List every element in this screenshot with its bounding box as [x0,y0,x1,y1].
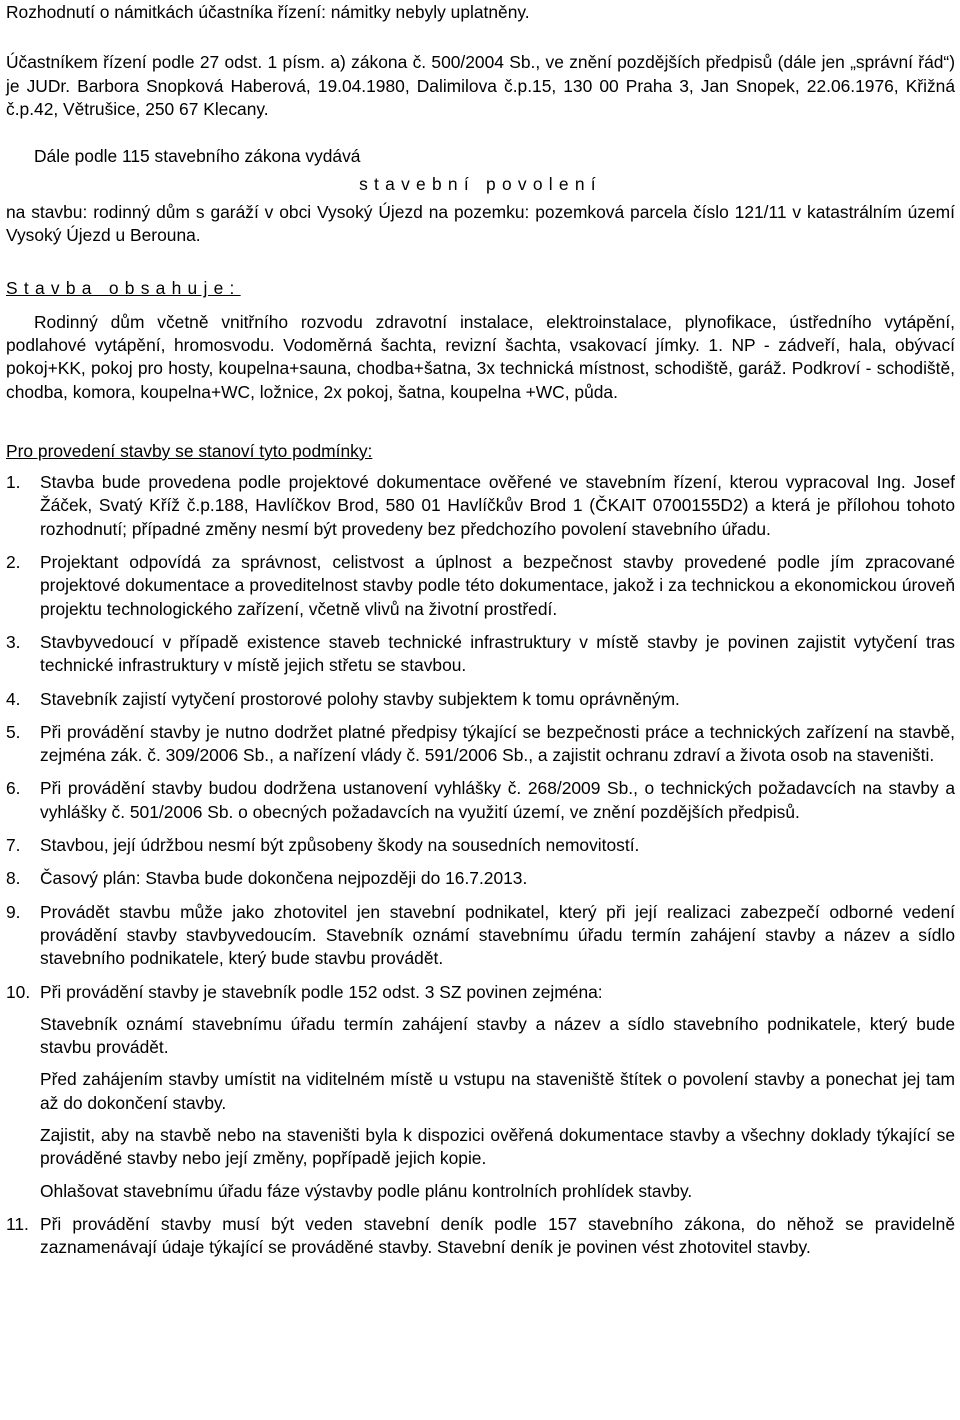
condition-text: Časový plán: Stavba bude dokončena nejpozději do 16.7.2013. [40,868,528,889]
participants-paragraph: Účastníkem řízení podle 27 odst. 1 písm. a) zákona č. 500/2004 Sb., ve znění pozdějších předpisů (dále jen „správní řád“) je JUDr. Barbora Snopková Haberová, 19.04.1980, Dalimilova č.p.15, 130 00 Praha 3, Jan Snopek, 22.06.1976, Křižná č.p.42, Větrušice, 250 67 Klecany. [6,52,955,119]
condition-item [6,777,955,824]
condition-text: Stavba bude provedena podle projektové dokumentace ověřené ve stavebním řízení, kterou vypracoval Ing. Josef Žáček, Svatý Kříž č.p.188, Havlíčkov Brod, 580 01 Havlíčkův Brod 1 (ČKAIT 0700155D2) a která je přílohou tohoto rozhodnutí; případné změny nesmí být provedeny bez předchozího povolení stavebního úřadu. [40,472,955,539]
condition-item [6,1213,955,1260]
condition-text: Stavebník zajistí vytyčení prostorové polohy stavby subjektem k tomu oprávněným. [40,688,680,709]
condition-text: Při provádění stavby je stavebník podle 152 odst. 3 SZ povinen zejména: [40,981,603,1002]
permit-heading: stavební povolení [359,174,602,195]
condition-text: Projektant odpovídá za správnost, celistvost a úplnost a bezpečnost stavby provedené podle jím zpracované projektové dokumentace a proveditelnost stavby podle této dokumentace, jakož i za technickou a ekonomickou úroveň projektu technologického zařízení, včetně vlivů na životní prostředí. [40,552,955,619]
condition-number: 1. [6,472,21,493]
condition-subparagraph: Ohlašovat stavebnímu úřadu fáze výstavby podle plánu kontrolních prohlídek stavby. [40,1180,693,1201]
condition-text: Při provádění stavby je nutno dodržet platné předpisy týkající se bezpečnosti práce a technických zařízení na stavbě, zejména zák. č. 309/2006 Sb., a nařízení vlády č. 591/2006 Sb., a zajistit ochranu zdraví a života osob na staveništi. [40,721,955,766]
condition-number: 2. [6,552,21,573]
condition-text: Provádět stavbu může jako zhotovitel jen stavební podnikatel, který při její realizaci zabezpečí odborné vedení provádění stavby stavbyvedoucím. Stavebník oznámí stavebnímu úřadu termín zahájení stavby a název a sídlo stavebního podnikatele, který bude stavbu provádět. [40,901,955,969]
condition-item [6,721,955,768]
condition-text: Při provádění stavby budou dodržena ustanovení vyhlášky č. 268/2009 Sb., o technických požadavcích na stavby a vyhlášky č. 501/2006 Sb. o obecných požadavcích na využití území, ve znění pozdějších předpisů. [40,778,955,822]
condition-subparagraph: Před zahájením stavby umístit na viditelném místě u vstupu na staveniště štítek o povolení stavby a ponechat jej tam až do dokončení stavby. [40,1069,955,1113]
condition-number: 3. [6,631,21,652]
issuance-intro: Dále podle 115 stavebního zákona vydává [34,146,361,167]
condition-item [6,688,955,711]
decision-title: Rozhodnutí o námitkách účastníka řízení: námitky nebyly uplatněny. [6,2,530,22]
condition-number: 5. [6,721,21,742]
condition-item [6,631,955,678]
condition-number: 10. [6,981,31,1002]
condition-number: 7. [6,835,21,856]
document-page [6,1,955,1269]
condition-item [6,551,955,621]
conditions-heading: Pro provedení stavby se stanoví tyto podmínky: [6,440,373,461]
condition-subparagraph: Stavebník oznámí stavebnímu úřadu termín zahájení stavby a název a sídlo stavebního podnikatele, který bude stavbu provádět. [40,1013,955,1058]
condition-number: 6. [6,778,21,799]
condition-item [6,834,955,857]
contents-heading: Stavba obsahuje: [6,278,241,299]
condition-body [40,981,955,1203]
construction-paragraph: na stavbu: rodinný dům s garáží v obci Vysoký Újezd na pozemku: pozemková parcela číslo 121/11 v katastrálním území Vysoký Újezd u Berouna. [6,201,955,246]
conditions-list [6,471,955,1259]
contents-paragraph: Rodinný dům včetně vnitřního rozvodu zdravotní instalace, elektroinstalace, plynofikace, ústředního vytápění, podlahové vytápění, hromosvodu. Vodoměrná šachta, revizní šachta, vsakovací jímky. 1. NP - zádveří, hala, obývací pokoj+KK, pokoj pro hosty, koupelna+sauna, chodba+šatna, 3x technická místnost, schodiště, garáž. Podkroví - schodiště, chodba, komora, koupelna+WC, ložnice, 2x pokoj, šatna, koupelna +WC, půda. [6,311,955,402]
condition-item [6,901,955,971]
condition-text: Stavbyvedoucí v případě existence staveb technické infrastruktury v místě stavby je povinen zajistit vytyčení tras technické infrastruktury v místě jejich střetu se stavbou. [40,631,955,676]
condition-item [6,471,955,541]
condition-number: 8. [6,868,21,889]
condition-number: 4. [6,688,21,709]
condition-text: Při provádění stavby musí být veden stavební deník podle 157 stavebního zákona, do něhož se pravidelně zaznamenávají údaje týkající se prováděné stavby. Stavební deník je povinen vést zhotovitel stavby. [40,1213,955,1258]
condition-number: 11. [6,1213,29,1234]
condition-text: Stavbou, její údržbou nesmí být způsobeny škody na sousedních nemovitostí. [40,835,640,856]
condition-subparagraph: Zajistit, aby na stavbě nebo na staveništi byla k dispozici ověřená dokumentace stavby a všechny doklady týkající se prováděné stavby nebo její změny, popřípadě jejich kopie. [40,1124,955,1169]
condition-item [6,981,955,1203]
condition-item [6,867,955,890]
condition-number: 9. [6,901,21,922]
